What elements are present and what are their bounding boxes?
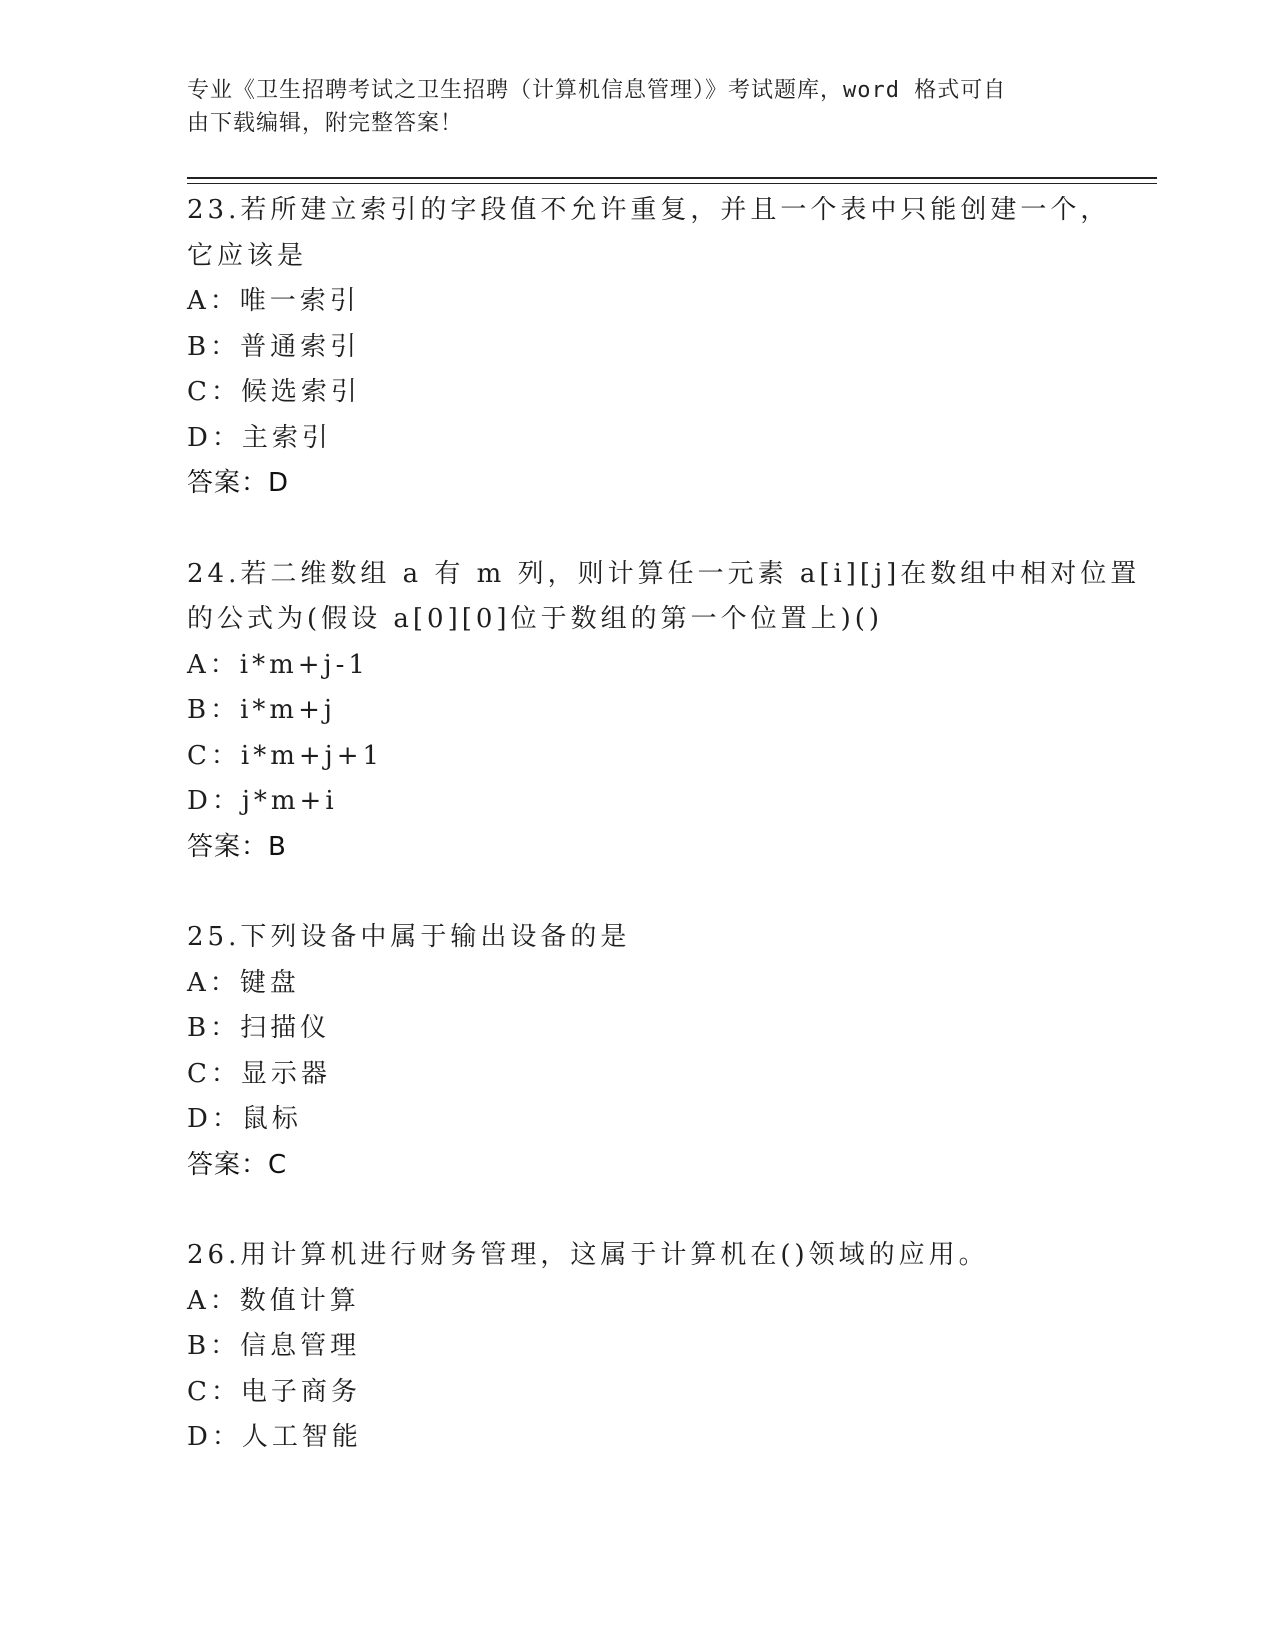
spacer	[187, 507, 1087, 552]
option-c: C：i*m+j+1	[187, 740, 384, 771]
option-b: B：信息管理	[187, 1331, 361, 1361]
option-c: C：电子商务	[187, 1376, 361, 1407]
option-d: D：j*m+i	[187, 786, 338, 816]
option-d: D：人工智能	[187, 1422, 362, 1452]
header-line-2: 由下载编辑，附完整答案！	[187, 111, 464, 136]
option-b: B：普通索引	[187, 331, 361, 362]
option-c: C：显示器	[187, 1058, 331, 1089]
option-a: A：键盘	[187, 967, 300, 998]
question-text: 26.用计算机进行财务管理，这属于计算机在()领域的应用。	[187, 1240, 989, 1270]
option-c: C：候选索引	[187, 377, 361, 407]
question-23	[187, 188, 1111, 507]
question-26	[187, 1233, 1087, 1461]
spacer	[187, 1188, 1087, 1233]
header-line-1: 专业《卫生招聘考试之卫生招聘（计算机信息管理）》考试题库，word 格式可自	[187, 78, 1007, 103]
answer: 答案：D	[187, 468, 290, 498]
option-a: A：数值计算	[187, 1285, 360, 1316]
option-d: D：鼠标	[187, 1104, 302, 1134]
question-text: 23.若所建立索引的字段值不允许重复，并且一个表中只能创建一个，	[187, 195, 1111, 225]
question-list	[187, 188, 1141, 1461]
question-text: 的公式为(假设 a[0][0]位于数组的第一个位置上)()	[187, 604, 883, 634]
spacer	[187, 870, 1087, 915]
question-text: 24.若二维数组 a 有 m 列，则计算任一元素 a[i][j]在数组中相对位置	[187, 558, 1141, 589]
option-d: D：主索引	[187, 422, 332, 453]
answer: 答案：B	[187, 831, 287, 862]
header-divider-thin	[187, 183, 1157, 184]
question-text: 它应该是	[187, 240, 308, 271]
question-25	[187, 915, 1087, 1188]
option-a: A：i*m+j-1	[187, 649, 369, 680]
option-b: B：i*m+j	[187, 695, 336, 725]
question-24	[187, 552, 1141, 871]
document-header	[187, 74, 1067, 140]
question-text: 25.下列设备中属于输出设备的是	[187, 922, 631, 952]
option-b: B：扫描仪	[187, 1013, 331, 1043]
header-divider-thick	[187, 177, 1157, 179]
answer: 答案：C	[187, 1149, 288, 1180]
option-a: A：唯一索引	[187, 286, 360, 316]
